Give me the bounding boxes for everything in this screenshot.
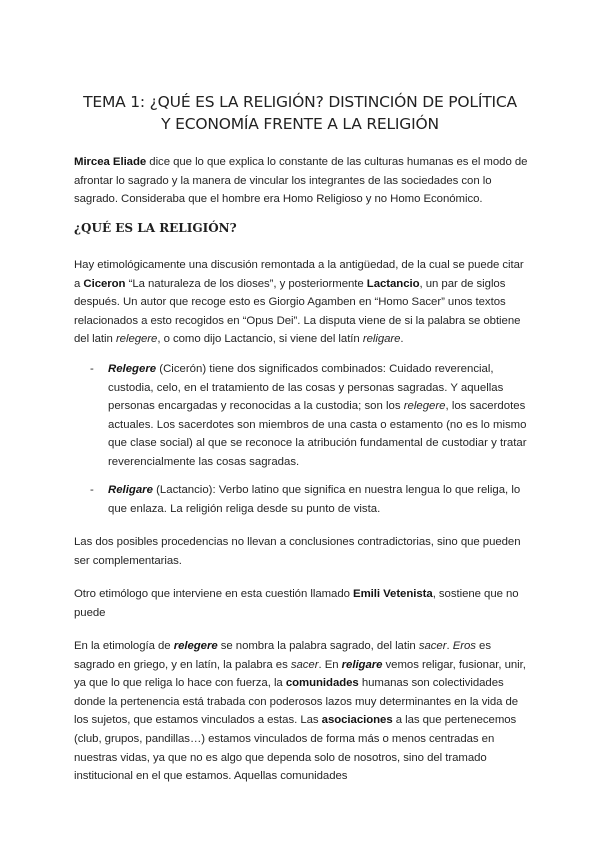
- etymology-paragraph: Hay etimológicamente una discusión remontada a la antigüedad, de la cual se puede citar a Ciceron “La naturaleza de los dioses”, y posteriormente Lactancio, un par de siglos después. Un autor que recoge esto es Giorgio Agamben en “Homo Sacer” unos textos relacionados a esto recogidos en “Opus Dei”. La disputa viene de si la palabra se obtiene del latin relegere, o como dijo Lactancio, si viene del latín religare.: [74, 259, 524, 346]
- asociaciones-term: asociaciones: [321, 714, 393, 727]
- intro-paragraph: [74, 153, 532, 209]
- list-item-text: Relegere (Cicerón) tiene dos significados combinados: Cuidado reverencial, custodia, celo, en el tratamiento de las cosas y personas sagradas. Y aquellas personas encargadas y reconocidas a la custodia; son los relegere, los sacerdotes actuales. Los sacerdotes son miembros de una casta o estamento (no es lo mismo que clase social) al que se reconoce la atribución fundamental de custodiar y tratar reverencialmente las cosas sagradas.: [108, 363, 527, 468]
- document-title: [40, 91, 560, 135]
- bullet-dash: -: [90, 363, 94, 375]
- religare-term-bold: Religare: [108, 484, 153, 496]
- relegere-term: relegere: [115, 333, 158, 346]
- cicero-name: Ciceron: [83, 277, 126, 290]
- title-line-2: Y ECONOMÍA FRENTE A LA RELIGIÓN: [161, 115, 439, 133]
- relegere-term-bold: Relegere: [108, 363, 157, 375]
- comunidades-term: comunidades: [285, 677, 359, 690]
- author-name: Mircea Eliade: [74, 156, 147, 168]
- religare-term: religare: [362, 333, 401, 346]
- title-line-1: TEMA 1: ¿QUÉ ES LA RELIGIÓN? DISTINCIÓN DE POLÍTICA: [83, 93, 517, 111]
- list-item-text: Religare (Lactancio): Verbo latino que significa en nuestra lengua lo que religa, lo que enlaza. La religión religa desde su punto de vista.: [108, 484, 521, 515]
- lactancio-name: Lactancio: [366, 277, 420, 290]
- sacred-etymology-paragraph: En la etimología de relegere se nombra la palabra sagrado, del latin sacer. Eros es sagrado en griego, y en latín, la palabra es sacer. En religare vemos religar, fusionar, unir, ya que lo que religa lo hace con fuerza, la comunidades humanas son colectividades donde la pertenencia está trabada con poderosos lazos muy determinantes en la vida de los sujetos, que estamos vinculados a estas. Las asociaciones a las que pertenecemos (club, grupos, pandillas…) estamos vinculados de forma más o menos centradas en nuestras vidas, ya que no es algo que dependa solo de nosotros, sino del tramado institucional en el que estamos. Aquellas comunidades: [74, 640, 526, 783]
- complementary-paragraph: Las dos posibles procedencias no llevan a conclusiones contradictorias, sino que pueden ser complementarias.: [74, 536, 521, 567]
- vetenista-paragraph: Otro etimólogo que interviene en esta cuestión llamado Emili Vetenista, sostiene que no puede: [74, 588, 519, 619]
- bullet-dash: -: [90, 484, 94, 496]
- vetenista-name: Emili Vetenista: [353, 588, 433, 600]
- section-heading: ¿QUÉ ES LA RELIGIÓN?: [74, 221, 237, 235]
- intro-text: dice que lo que explica lo constante de las culturas humanas es el modo de afrontar lo sagrado y la manera de vincular los integrantes de las sociedades con lo sagrado. Consideraba que el hombre era Homo Religioso y no Homo Económico.: [74, 156, 528, 206]
